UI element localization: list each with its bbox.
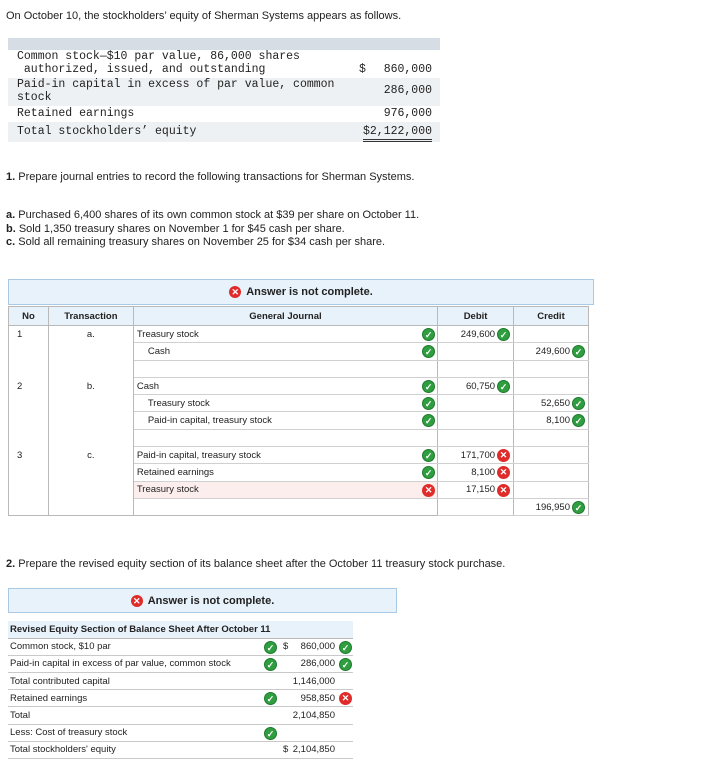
incorrect-icon: ✕ [229,286,241,298]
journal-row: 3 c. Paid-in capital, treasury stock ✓ 171,700 ✕ [9,447,589,464]
account-field[interactable]: Treasury stock ✓ [133,326,437,343]
correct-icon: ✓ [422,449,435,462]
correct-icon: ✓ [572,345,585,358]
journal-header-row [9,307,589,326]
col-debit: Debit [438,307,514,326]
revised-equity-row [8,690,353,707]
correct-icon: ✓ [572,501,585,514]
amount-field: 2,104,850 [280,707,353,724]
amount-field[interactable]: 958,850 ✕ [280,690,353,707]
correct-icon: ✓ [497,380,510,393]
revised-equity-row [8,707,353,724]
col-transaction: Transaction [48,307,133,326]
journal-spacer-row [9,360,589,377]
correct-icon: ✓ [264,727,277,740]
account-field[interactable]: Paid-in capital, treasury stock ✓ [133,412,437,429]
revised-equity-row [8,724,353,741]
question-1: 1. Prepare journal entries to record the following transactions for Sherman Systems. [6,171,415,183]
debit-field[interactable]: 8,100 ✕ [438,464,514,481]
correct-icon: ✓ [339,641,352,654]
account-field[interactable]: Treasury stock ✕ [133,481,437,498]
correct-icon: ✓ [422,345,435,358]
col-no: No [9,307,49,326]
journal-row [9,498,589,515]
equity-row: Retained earnings 976,000 [8,106,440,122]
amount-field[interactable]: $ 860,000 ✓ [280,638,353,655]
debit-field[interactable] [438,395,514,412]
account-field[interactable]: Paid-in capital, treasury stock ✓ [133,447,437,464]
correct-icon: ✓ [339,658,352,671]
correct-icon: ✓ [264,658,277,671]
status-banner: ✕ Answer is not complete. [8,588,397,613]
label-field[interactable]: Less: Cost of treasury stock ✓ [8,724,280,741]
debit-field[interactable] [438,498,514,515]
amount-field: $ 2,104,850 [280,741,353,758]
col-general-journal: General Journal [133,307,437,326]
credit-field[interactable]: 249,600 ✓ [514,343,589,360]
journal-row [9,343,589,360]
journal-row [9,412,589,429]
label-field[interactable]: Common stock, $10 par ✓ [8,638,280,655]
col-credit: Credit [514,307,589,326]
credit-field[interactable]: 52,650 ✓ [514,395,589,412]
amount-field: 1,146,000 [280,673,353,690]
transaction-item: a. Purchased 6,400 shares of its own common stock at $39 per share on October 11. [6,209,420,221]
credit-field[interactable]: 196,950 ✓ [514,498,589,515]
debit-field[interactable] [438,343,514,360]
transaction-item: c. Sold all remaining treasury shares on November 25 for $34 cash per share. [6,236,386,248]
correct-icon: ✓ [264,641,277,654]
label-field[interactable]: Paid-in capital in excess of par value, common stock ✓ [8,655,280,672]
journal-table [8,306,589,516]
correct-icon: ✓ [422,397,435,410]
account-field[interactable]: Cash ✓ [133,377,437,394]
incorrect-icon: ✕ [131,595,143,607]
correct-icon: ✓ [572,414,585,427]
journal-row: 1 a. Treasury stock ✓ 249,600 ✓ [9,326,589,343]
correct-icon: ✓ [572,397,585,410]
intro-text: On October 10, the stockholders’ equity of Sherman Systems appears as follows. [6,10,402,22]
account-field[interactable]: Treasury stock ✓ [133,395,437,412]
correct-icon: ✓ [497,328,510,341]
journal-row [9,464,589,481]
credit-field[interactable] [514,464,589,481]
correct-icon: ✓ [422,328,435,341]
incorrect-icon: ✕ [497,484,510,497]
credit-field[interactable] [514,481,589,498]
label-field[interactable]: Retained earnings ✓ [8,690,280,707]
equity-row: Common stock—$10 par value, 86,000 shares authorized, issued, and outstanding $ 860,000 [17,50,432,76]
revised-equity-row [8,638,353,655]
debit-field[interactable]: 60,750 ✓ [438,377,514,394]
revised-equity-title-row [8,621,353,638]
label-field: Total stockholders' equity [8,741,280,758]
correct-icon: ✓ [422,414,435,427]
label-field: Total contributed capital [8,673,280,690]
incorrect-icon: ✕ [497,449,510,462]
revised-equity-title: Revised Equity Section of Balance Sheet After October 11 [8,621,353,638]
transaction-item: b. Sold 1,350 treasury shares on November 1 for $45 cash per share. [6,222,345,235]
equity-band [8,38,440,50]
credit-field[interactable] [514,326,589,343]
incorrect-icon: ✕ [339,692,352,705]
amount-field[interactable] [280,724,353,741]
debit-field[interactable]: 171,700 ✕ [438,447,514,464]
equity-row: Total stockholders’ equity $2,122,000 [8,122,440,142]
credit-field[interactable] [514,447,589,464]
equity-row: Paid-in capital in excess of par value, common stock 286,000 [8,78,440,106]
credit-field[interactable] [514,377,589,394]
equity-box [8,38,440,142]
incorrect-icon: ✕ [422,484,435,497]
credit-field[interactable]: 8,100 ✓ [514,412,589,429]
revised-equity-row [8,673,353,690]
debit-field[interactable]: 249,600 ✓ [438,326,514,343]
revised-equity-table [8,621,353,759]
account-field[interactable]: Retained earnings ✓ [133,464,437,481]
journal-spacer-row [9,429,589,446]
journal-row [9,395,589,412]
status-banner: ✕ Answer is not complete. [8,279,594,305]
debit-field[interactable] [438,412,514,429]
journal-row: 2 b. Cash ✓ 60,750 ✓ [9,377,589,394]
account-field[interactable] [133,498,437,515]
correct-icon: ✓ [264,692,277,705]
correct-icon: ✓ [422,380,435,393]
question-2: 2. Prepare the revised equity section of its balance sheet after the October 11 treasury stock purchase. [6,558,506,570]
label-field: Total [8,707,280,724]
correct-icon: ✓ [422,466,435,479]
transaction-list [6,209,419,250]
debit-field[interactable]: 17,150 ✕ [438,481,514,498]
revised-equity-row [8,741,353,758]
amount-field[interactable]: 286,000 ✓ [280,655,353,672]
journal-row [9,481,589,498]
account-field[interactable]: Cash ✓ [133,343,437,360]
incorrect-icon: ✕ [497,466,510,479]
revised-equity-row [8,655,353,672]
